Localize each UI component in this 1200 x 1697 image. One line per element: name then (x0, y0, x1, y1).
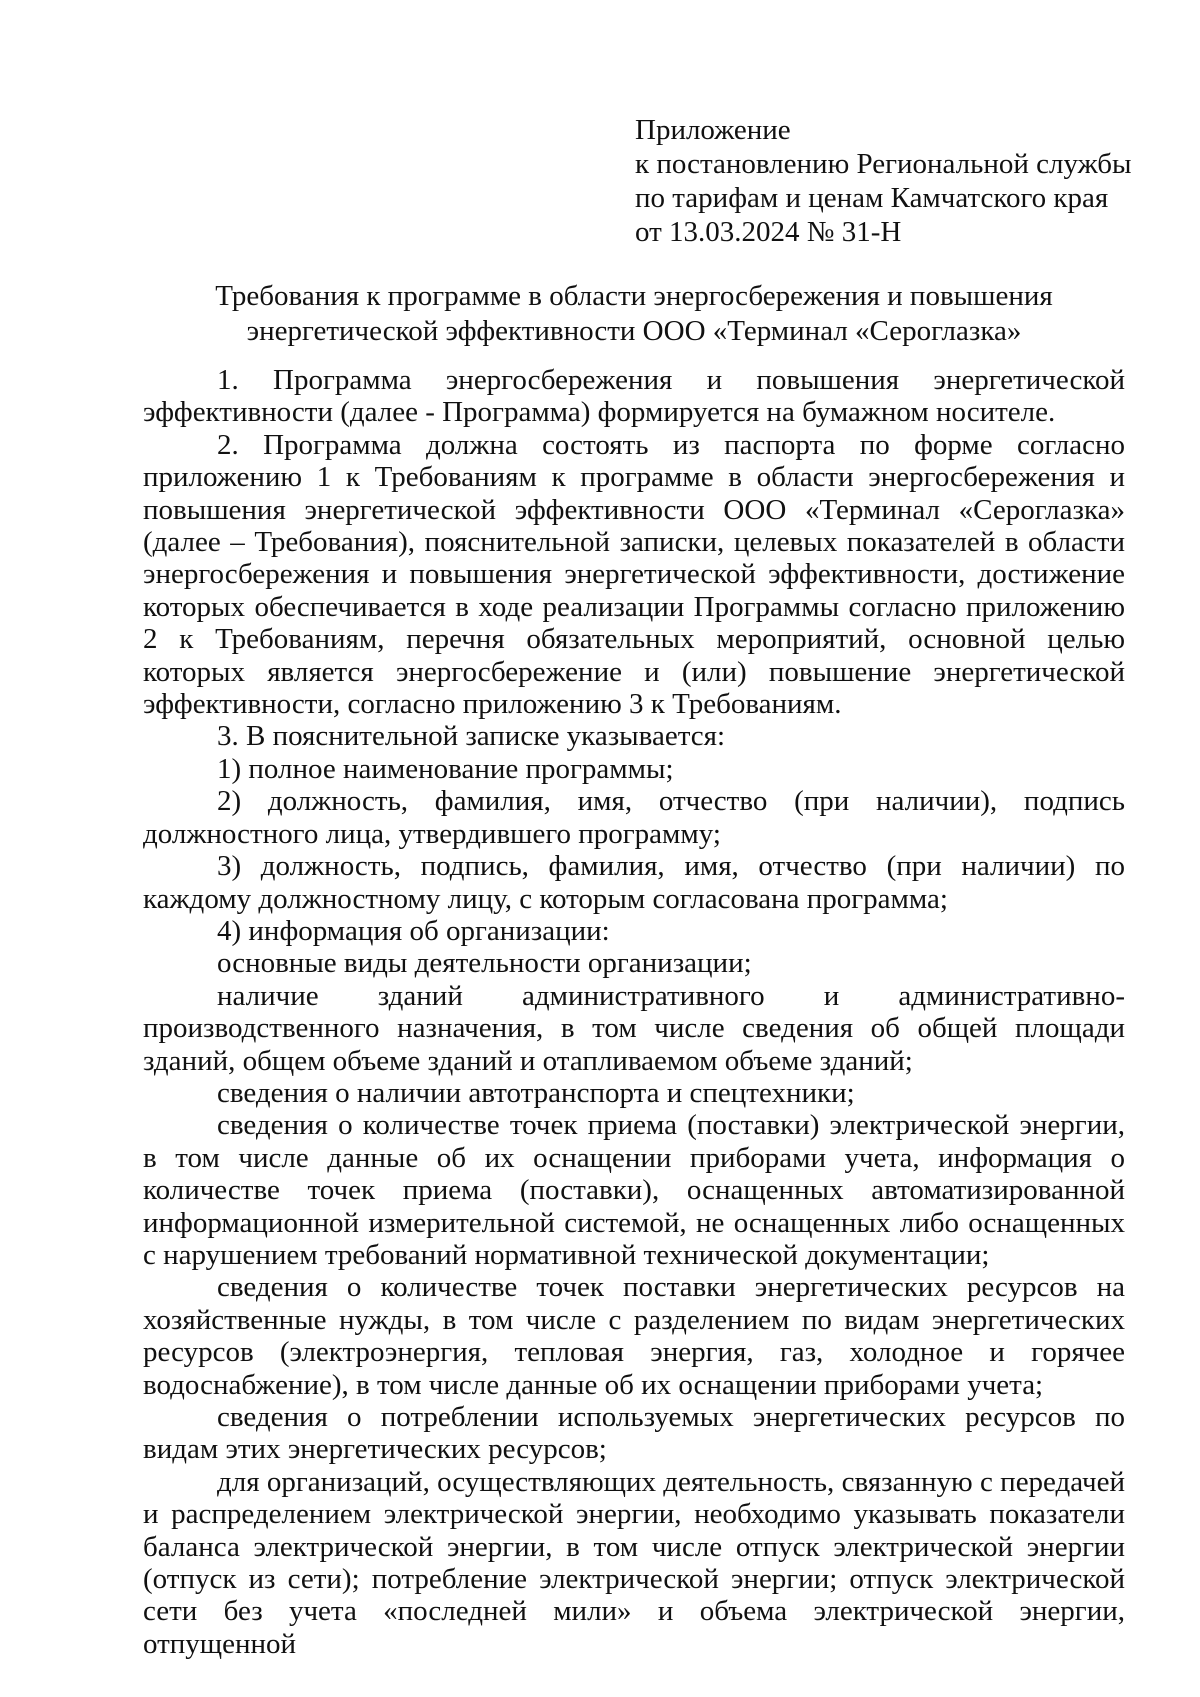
paragraph-1: 1. Программа энергосбережения и повышения энергетической эффективности (далее - Программа) формируется на бумажном носителе. (143, 364, 1125, 429)
appendix-line-3: по тарифам и ценам Камчатского края (635, 182, 1109, 214)
list-item-1: 1) полное наименование программы; (217, 752, 674, 785)
title-line-2: энергетической эффективности ООО «Терминал «Сероглазка» (246, 315, 1022, 347)
document-title (143, 279, 1125, 349)
paragraph-2: 2. Программа должна состоять из паспорта по форме согласно приложению 1 к Требованиям к программе в области энергосбережения и повышения энергетической эффективности ООО «Терминал «Сероглазка» (далее – Требования), пояснительной записки, целевых показателей в области энергосбережения и повышения энергетической эффективности, достижение которых обеспечивается в ходе реализации Программы согласно приложению 2 к Требованиям, перечня обязательных мероприятий, основной целью которых является энергосбережение и (или) повышение энергетической эффективности, согласно приложению 3 к Требованиям. (143, 428, 1125, 721)
appendix-line-2: к постановлению Региональной службы (635, 148, 1132, 180)
org-info-balance: для организаций, осуществляющих деятельность, связанную с передачей и распределением электрической энергии, необходимо указывать показатели баланса электрической энергии, в том числе отпуск электрической энергии (отпуск из сети); потребление электрической энергии; отпуск электрической сети без учета «последней мили» и объема электрической энергии, отпущенной (143, 1465, 1125, 1660)
title-line-1: Требования к программе в области энергосбережения и повышения (215, 280, 1053, 312)
org-info-activities: основные виды деятельности организации; (217, 947, 752, 980)
list-item-3: 3) должность, подпись, фамилия, имя, отчество (при наличии) по каждому должностному лицу, с которым согласована программа; (143, 850, 1125, 915)
list-item-2: 2) должность, фамилия, имя, отчество (при наличии), подпись должностного лица, утвердившего программу; (143, 785, 1125, 850)
appendix-header (635, 113, 1155, 249)
document-body (143, 364, 1125, 1660)
appendix-line-4: от 13.03.2024 № 31-Н (635, 216, 902, 248)
org-info-consumption: сведения о потреблении используемых энергетических ресурсов по видам этих энергетических ресурсов; (143, 1401, 1125, 1466)
org-info-supply-points: сведения о количестве точек поставки энергетических ресурсов на хозяйственные нужды, в том числе с разделением по видам энергетических ресурсов (электроэнергия, тепловая энергия, газ, холодное и горячее водоснабжение), в том числе данные об их оснащении приборами учета; (143, 1271, 1125, 1401)
org-info-buildings: наличие зданий административного и административно-производственного назначения, в том числе сведения об общей площади зданий, общем объеме зданий и отапливаемом объеме зданий; (143, 979, 1125, 1077)
org-info-electric-points: сведения о количестве точек приема (поставки) электрической энергии, в том числе данные об их оснащении приборами учета, информация о количестве точек приема (поставки), оснащенных автоматизированной информационной измерительной системой, не оснащенных либо оснащенных с нарушением требований нормативной технической документации; (143, 1109, 1125, 1271)
org-info-vehicles: сведения о наличии автотранспорта и спецтехники; (217, 1076, 855, 1109)
list-item-4: 4) информация об организации: (217, 914, 610, 947)
appendix-line-1: Приложение (635, 114, 791, 146)
paragraph-3: 3. В пояснительной записке указывается: (217, 720, 725, 753)
